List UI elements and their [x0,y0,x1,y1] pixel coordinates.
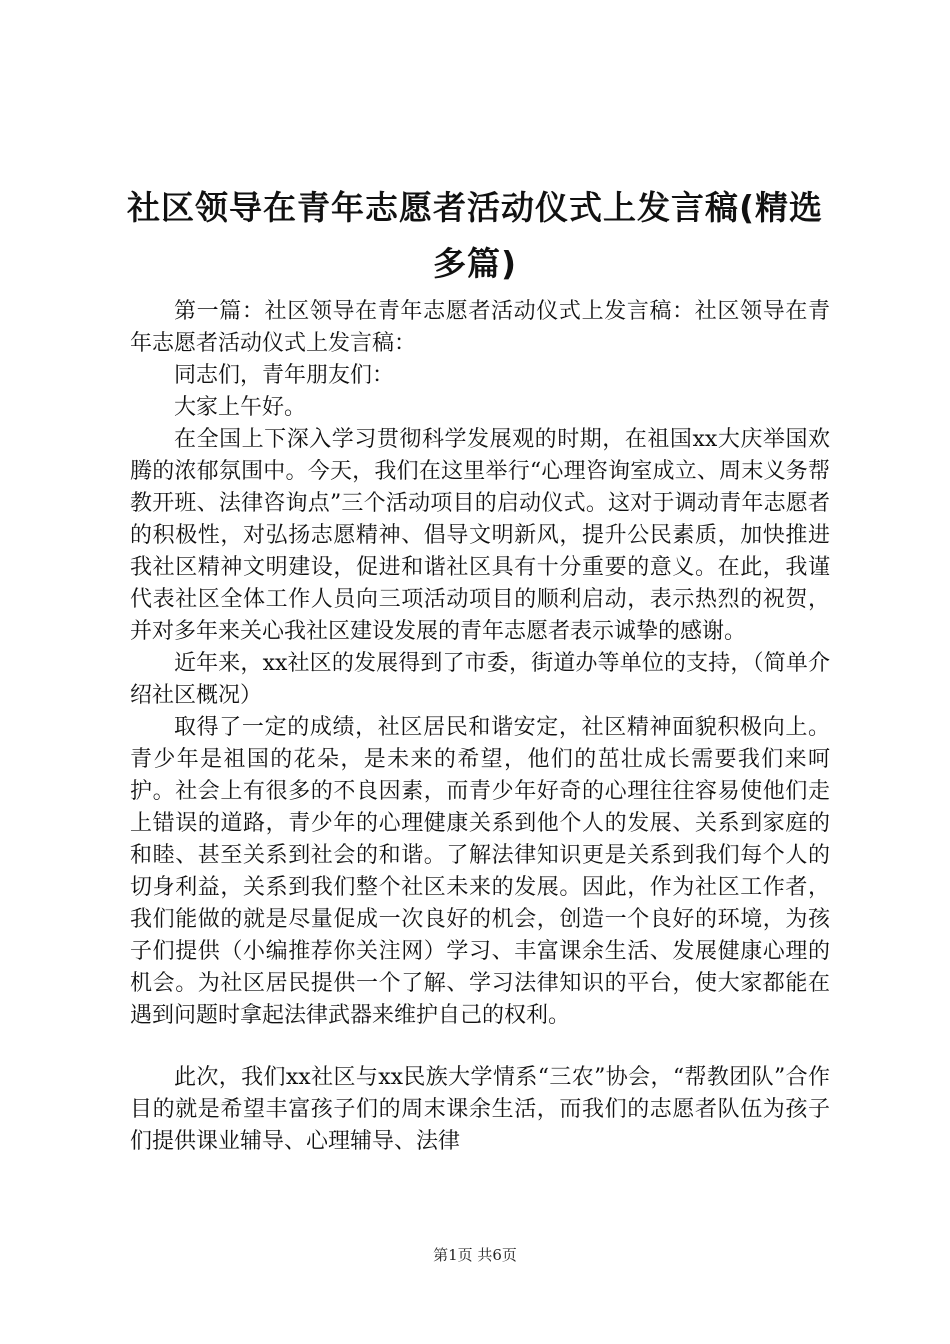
paragraph: 取得了一定的成绩，社区居民和谐安定，社区精神面貌积极向上。青少年是祖国的花朵，是未来的希望，他们的茁壮成长需要我们来呵护。社会上有很多的不良因素，而青少年好奇的心理往往容易使他们走上错误的道路，青少年的心理健康关系到他个人的发展、关系到家庭的和睦、甚至关系到社会的和谐。了解法律知识更是关系到我们每个人的切身利益，关系到我们整个社区未来的发展。因此，作为社区工作者，我们能做的就是尽量促成一次良好的机会，创造一个良好的环境，为孩子们提供（小编推荐你关注网）学习、丰富课余生活、发展健康心理的机会。为社区居民提供一个了解、学习法律知识的平台，使大家都能在遇到问题时拿起法律武器来维护自己的权利。 [130,715,830,1028]
paragraph: 近年来，xx社区的发展得到了市委，街道办等单位的支持，（简单介绍社区概况） [130,651,830,708]
paragraph: 大家上午好。 [174,395,307,420]
paragraph: 在全国上下深入学习贯彻科学发展观的时期，在祖国xx大庆举国欢腾的浓郁氛围中。今天，我们在这里举行“心理咨询室成立、周末义务帮教开班、法律咨询点”三个活动项目的启动仪式。这对于调动青年志愿者的积极性，对弘扬志愿精神、倡导文明新风，提升公民素质，加快推进我社区精神文明建设，促进和谐社区具有十分重要的意义。在此，我谨代表社区全体工作人员向三项活动项目的顺利启动，表示热烈的祝贺，并对多年来关心我社区建设发展的青年志愿者表示诚挚的感谢。 [130,427,830,644]
page-footer: 第1页 共6页 [433,1246,517,1264]
paragraph: 此次，我们xx社区与xx民族大学情系“三农”协会，“帮教团队”合作目的就是希望丰富孩子们的周末课余生活，而我们的志愿者队伍为孩子们提供课业辅导、心理辅导、法律 [130,1065,830,1154]
document-title: 社区领导在青年志愿者活动仪式上发言稿(精选多篇) [126,188,824,283]
paragraph: 第一篇：社区领导在青年志愿者活动仪式上发言稿：社区领导在青年志愿者活动仪式上发言稿： [130,299,830,356]
paragraph: 同志们，青年朋友们： [174,363,395,388]
document-body [130,296,830,1158]
